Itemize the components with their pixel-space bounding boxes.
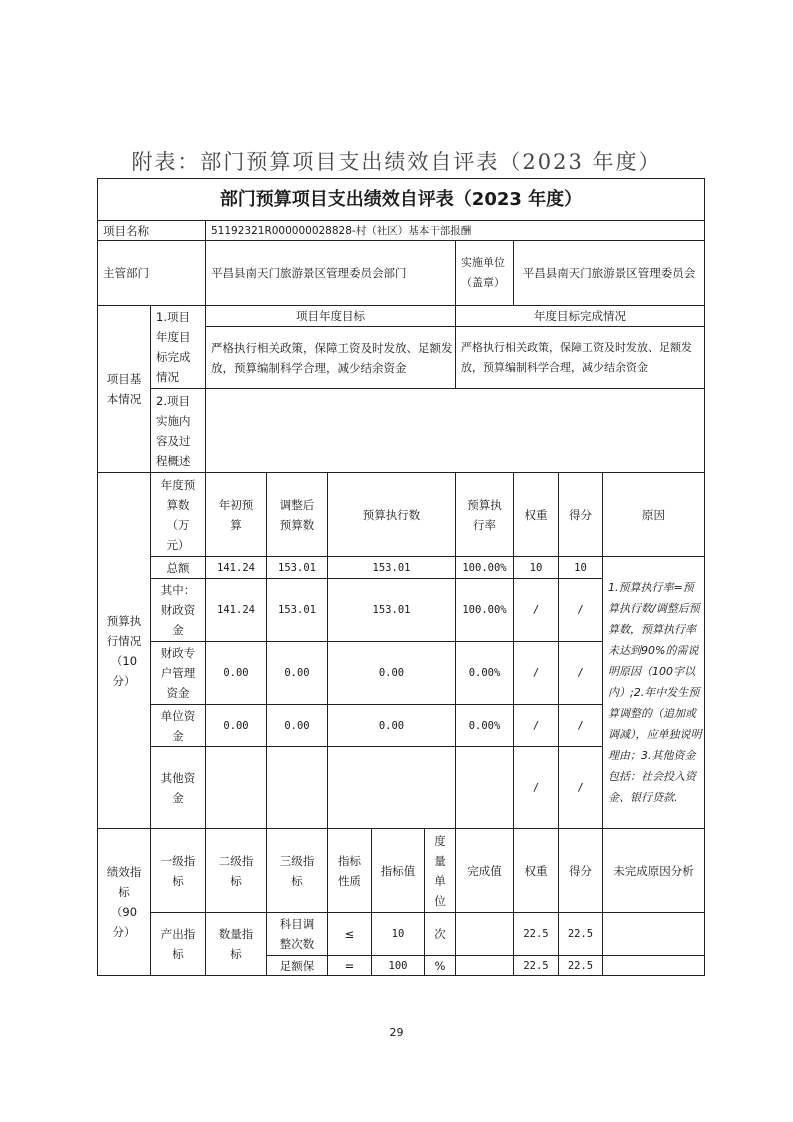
budget-cell-text: 0.00 (223, 667, 249, 679)
budget-cell-text: 141.24 (217, 561, 255, 574)
budget-cell-text: 其他资金 (160, 770, 196, 805)
goal-header: 项目年度目标 (205, 305, 456, 327)
perf-cell-text: = (344, 958, 355, 973)
perf-header-value: 指标值 (371, 828, 425, 913)
budget-cell-text: / (532, 667, 540, 679)
budget-row-initial (205, 704, 267, 747)
goal-text: 严格执行相关政策，保障工资及时发放、足额发放，预算编制科学合理，减少结余资金 (205, 326, 456, 389)
perf-cell-text: 22.5 (567, 928, 594, 940)
budget-row-rate (455, 578, 514, 642)
budget-row-executed (327, 578, 456, 642)
budget-row-rate (455, 746, 514, 829)
budget-cell-text: 0.00% (468, 667, 501, 679)
budget-cell-text: / (577, 719, 584, 732)
budget-cell-text: 其中：财政资金 (160, 583, 196, 637)
budget-row-adjusted (266, 704, 328, 747)
perf-row-level3 (266, 912, 328, 956)
perf-row-reason (602, 912, 705, 956)
perf-cell-text: 次 (434, 927, 446, 941)
initial-header-text: 年初预算 (218, 497, 254, 532)
budget-cell-text: 10 (529, 561, 543, 574)
dept-label: 主管部门 (97, 240, 206, 306)
perf-level2-value (205, 912, 267, 976)
budget-row-initial (205, 746, 267, 829)
basic-info-section-label (97, 305, 151, 473)
budget-cell-text: / (532, 604, 540, 616)
budget-cell-text: 0.00 (223, 719, 249, 732)
budget-header-adjusted (266, 472, 328, 557)
budget-row-weight (513, 641, 559, 705)
budget-cell-text: 0.00% (468, 719, 501, 732)
budget-cell-text: 153.01 (372, 561, 411, 574)
perf-cell-text: 22.5 (567, 959, 594, 972)
budget-row-adjusted (266, 746, 328, 829)
perf-row-nature (327, 912, 372, 956)
goal-label (150, 305, 206, 389)
basic-info-label-text: 项目基本情况 (106, 372, 142, 406)
budget-cell-text: 141.24 (217, 604, 255, 616)
budget-cell-text: 0.00 (284, 667, 310, 679)
document-heading: 附表：部门预算项目支出绩效自评表（2023 年度） (131, 150, 662, 174)
table-title: 部门预算项目支出绩效自评表（2023 年度） (97, 178, 705, 221)
perf-cell-text: 100 (388, 959, 408, 972)
impl-unit-value: 平昌县南天门旅游景区管理委员会 (513, 240, 705, 306)
perf-row-weight (513, 955, 559, 976)
budget-cell-text: 0.00 (378, 667, 405, 679)
budget-reason-note (602, 556, 705, 829)
budget-row-label (150, 641, 206, 705)
goal-label-text: 1.项目年度目标完成情况 (156, 310, 191, 384)
budget-cell-text: 0.00 (284, 719, 310, 732)
budget-row-score (558, 746, 603, 829)
perf-header-reason: 未完成原因分析 (602, 828, 705, 913)
budget-row-weight (513, 578, 559, 642)
budget-cell-text: 单位资金 (160, 708, 196, 743)
budget-cell-text: 153.01 (278, 604, 316, 616)
budget-label-text: 预算执行情况（10分） (106, 613, 142, 688)
perf-row-score (558, 955, 603, 976)
reason-note-text: 1.预算执行率=预算执行数/调整后预算数，预算执行率未达到90%的需说明原因（100字以内）;2.年中发生预算调整的（追加或调减），应单独说明理由；3.其他资金包括：社会投入资金、银行贷款. (608, 581, 702, 804)
level1-header-text: 一级指标 (160, 853, 196, 888)
performance-section-label (97, 828, 151, 976)
perf-row-unit (424, 912, 456, 956)
budget-row-weight (513, 556, 559, 579)
rate-header-text: 预算执行率 (467, 497, 502, 532)
budget-row-score (558, 556, 603, 579)
perf-row-reason (602, 955, 705, 976)
level2-header-text: 二级指标 (218, 853, 254, 888)
performance-label-text: 绩效指标（90分） (106, 865, 142, 939)
budget-header-rate (455, 472, 514, 557)
annual-header-text: 年度预算数（万元） (160, 477, 196, 552)
impl-unit-label: 实施单位（盖章） (455, 240, 514, 306)
perf-level1-value (150, 912, 206, 976)
level3-header-text: 三级指标 (279, 853, 315, 888)
impl-text (205, 388, 705, 473)
budget-row-executed (327, 556, 456, 579)
perf-row-actual (455, 912, 514, 956)
budget-cell-text: 财政专户管理资金 (160, 646, 196, 700)
level2-value-text: 数量指标 (218, 927, 254, 961)
level1-value-text: 产出指标 (160, 927, 196, 961)
budget-header-reason: 原因 (602, 472, 705, 557)
completion-header: 年度目标完成情况 (455, 305, 705, 327)
perf-row-nature (327, 955, 372, 976)
perf-header-actual: 完成值 (455, 828, 514, 913)
budget-row-rate (455, 704, 514, 747)
budget-row-executed (327, 746, 456, 829)
impl-label-text: 2.项目实施内容及过程概述 (156, 393, 191, 468)
perf-header-nature (327, 828, 372, 913)
adjusted-header-text: 调整后预算数 (279, 497, 315, 532)
nature-header-text: 指标性质 (337, 853, 361, 888)
budget-header-annual (150, 472, 206, 557)
budget-row-score (558, 641, 603, 705)
budget-cell-text: / (577, 781, 584, 794)
perf-cell-text: 22.5 (523, 928, 549, 940)
budget-row-executed (327, 704, 456, 747)
budget-row-initial (205, 578, 267, 642)
budget-row-adjusted (266, 556, 328, 579)
perf-row-level3 (266, 955, 328, 976)
perf-cell-text: 10 (391, 928, 405, 940)
budget-row-initial (205, 641, 267, 705)
dept-value: 平昌县南天门旅游景区管理委员会部门 (205, 240, 456, 306)
perf-row-value (371, 912, 425, 956)
budget-header-score: 得分 (558, 472, 603, 557)
perf-row-value (371, 955, 425, 976)
impl-label (150, 388, 206, 473)
budget-cell-text: 0.00 (378, 719, 405, 732)
perf-header-unit (424, 828, 456, 913)
page-number: 29 (389, 1026, 404, 1039)
budget-cell-text: 100.00% (462, 604, 507, 616)
budget-cell-text: / (532, 719, 540, 732)
perf-header-level1 (150, 828, 206, 913)
budget-row-adjusted (266, 641, 328, 705)
budget-row-label (150, 578, 206, 642)
budget-row-executed (327, 641, 456, 705)
budget-row-weight (513, 746, 559, 829)
perf-header-score: 得分 (558, 828, 603, 913)
budget-row-rate (455, 556, 514, 579)
budget-cell-text: 100.00% (462, 561, 507, 574)
budget-row-initial (205, 556, 267, 579)
budget-row-label (150, 746, 206, 829)
budget-section-label (97, 472, 151, 829)
budget-row-rate (455, 641, 514, 705)
budget-header-executed: 预算执行数 (327, 472, 456, 557)
perf-header-level2 (205, 828, 267, 913)
project-name-label: 项目名称 (97, 220, 206, 241)
perf-row-score (558, 912, 603, 956)
perf-header-weight: 权重 (513, 828, 559, 913)
perf-header-level3 (266, 828, 328, 913)
perf-row-unit (424, 955, 456, 976)
budget-cell-text: 153.01 (372, 604, 411, 616)
budget-row-score (558, 704, 603, 747)
completion-text: 严格执行相关政策，保障工资及时发放、足额发放，预算编制科学合理，减少结余资金 (455, 326, 705, 389)
perf-cell-text: 22.5 (523, 959, 549, 972)
budget-cell-text: / (577, 667, 584, 679)
perf-cell-text: 足额保 (279, 958, 315, 973)
budget-row-adjusted (266, 578, 328, 642)
perf-row-weight (513, 912, 559, 956)
budget-row-label (150, 556, 206, 579)
budget-header-initial (205, 472, 267, 557)
budget-cell-text: 10 (574, 561, 587, 574)
unit-header-text: 度量单位 (434, 833, 446, 908)
budget-row-weight (513, 704, 559, 747)
perf-row-actual (455, 955, 514, 976)
perf-cell-text: ≤ (344, 927, 355, 941)
budget-cell-text: / (532, 781, 540, 794)
budget-cell-text: / (577, 604, 584, 616)
perf-cell-text: % (434, 958, 446, 973)
budget-row-label (150, 704, 206, 747)
perf-cell-text: 科目调整次数 (279, 917, 315, 951)
budget-cell-text: 总额 (166, 560, 190, 575)
budget-row-score (558, 578, 603, 642)
budget-header-weight: 权重 (513, 472, 559, 557)
budget-cell-text: 153.01 (278, 561, 316, 574)
project-name-value: 51192321R000000028828-村（社区）基本干部报酬 (205, 220, 705, 241)
